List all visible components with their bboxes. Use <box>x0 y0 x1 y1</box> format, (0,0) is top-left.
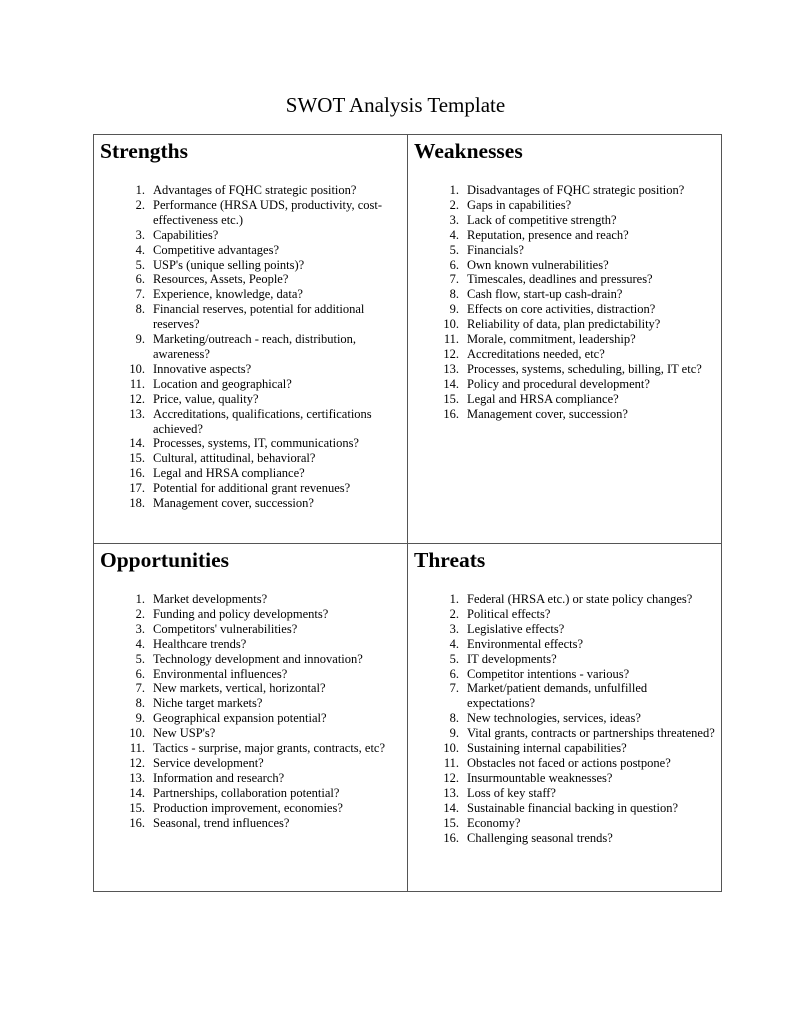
item-number: 14. <box>129 436 145 451</box>
list-item <box>100 287 401 302</box>
list-item <box>414 287 716 302</box>
item-number: 6. <box>135 666 145 681</box>
item-text: Funding and policy developments? <box>153 606 329 621</box>
item-number: 16. <box>443 830 459 845</box>
threats-heading: Threats <box>414 548 486 572</box>
item-number: 17. <box>129 481 145 496</box>
item-number: 15. <box>443 815 459 830</box>
item-text: Capabilities? <box>153 227 219 242</box>
item-text: Geographical expansion potential? <box>153 711 327 726</box>
item-text: Legal and HRSA compliance? <box>153 466 305 481</box>
list-item <box>100 183 401 198</box>
item-text: Cultural, attitudinal, behavioral? <box>153 451 316 466</box>
list-item <box>414 198 716 213</box>
item-text: Effects on core activities, distraction? <box>467 302 656 317</box>
item-number: 9. <box>135 332 145 347</box>
list-item <box>414 332 716 347</box>
item-number: 2. <box>449 197 459 212</box>
list-item <box>100 786 401 801</box>
item-text: Accreditations needed, etc? <box>467 346 605 361</box>
item-number: 14. <box>443 376 459 391</box>
item-number: 8. <box>135 302 145 317</box>
item-number: 2. <box>449 606 459 621</box>
item-text: New USP's? <box>153 726 216 741</box>
item-text: Challenging seasonal trends? <box>467 830 613 845</box>
list-item <box>100 258 401 273</box>
list-item <box>100 481 401 496</box>
list-item <box>414 302 716 317</box>
opportunities-quadrant <box>94 544 408 892</box>
list-item <box>100 466 401 481</box>
list-item <box>414 183 716 198</box>
item-number: 13. <box>443 361 459 376</box>
item-text: Environmental effects? <box>467 636 584 651</box>
item-number: 13. <box>129 406 145 421</box>
list-item <box>100 407 401 437</box>
item-number: 6. <box>135 272 145 287</box>
item-text: USP's (unique selling points)? <box>153 257 305 272</box>
item-text: Financial reserves, potential for additional reserves? <box>153 302 365 332</box>
swot-grid <box>93 134 722 892</box>
weaknesses-heading: Weaknesses <box>414 139 523 163</box>
item-text: Sustaining internal capabilities? <box>467 741 627 756</box>
opportunities-list <box>100 592 401 831</box>
item-number: 18. <box>129 496 145 511</box>
list-item <box>100 496 401 511</box>
list-item <box>100 332 401 362</box>
item-text: Location and geographical? <box>153 376 292 391</box>
item-text: Gaps in capabilities? <box>467 197 572 212</box>
item-number: 7. <box>135 287 145 302</box>
item-text: Competitive advantages? <box>153 242 280 257</box>
item-number: 10. <box>443 317 459 332</box>
item-text: Lack of competitive strength? <box>467 212 617 227</box>
strengths-quadrant <box>94 135 408 544</box>
item-number: 2. <box>135 606 145 621</box>
item-number: 13. <box>443 785 459 800</box>
list-item <box>100 726 401 741</box>
weaknesses-list <box>414 183 716 422</box>
item-number: 11. <box>443 332 459 347</box>
list-item <box>100 816 401 831</box>
item-number: 12. <box>129 391 145 406</box>
list-item <box>414 756 716 771</box>
page-title: SWOT Analysis Template <box>285 93 506 117</box>
item-number: 16. <box>129 815 145 830</box>
list-item <box>414 213 716 228</box>
list-item <box>100 436 401 451</box>
list-item <box>414 592 716 607</box>
item-text: Obstacles not faced or actions postpone? <box>467 755 671 770</box>
item-number: 7. <box>449 272 459 287</box>
item-text: Insurmountable weaknesses? <box>467 770 613 785</box>
item-number: 10. <box>129 726 145 741</box>
item-text: Tactics - surprise, major grants, contracts, etc? <box>153 741 386 756</box>
item-text: Processes, systems, scheduling, billing, IT etc? <box>467 361 702 376</box>
item-text: Service development? <box>153 755 264 770</box>
list-item <box>414 392 716 407</box>
item-text: Political effects? <box>467 606 551 621</box>
list-item <box>414 377 716 392</box>
item-number: 12. <box>129 755 145 770</box>
item-text: Innovative aspects? <box>153 361 252 376</box>
item-text: Resources, Assets, People? <box>153 272 289 287</box>
list-item <box>414 801 716 816</box>
list-item <box>100 652 401 667</box>
item-text: Price, value, quality? <box>153 391 259 406</box>
item-text: Timescales, deadlines and pressures? <box>467 272 653 287</box>
list-item <box>100 243 401 258</box>
list-item <box>100 756 401 771</box>
item-number: 5. <box>135 257 145 272</box>
list-item <box>100 711 401 726</box>
item-number: 15. <box>129 800 145 815</box>
list-item <box>414 622 716 637</box>
item-number: 4. <box>449 227 459 242</box>
item-text: Potential for additional grant revenues? <box>153 481 351 496</box>
item-text: Vital grants, contracts or partnerships threatened? <box>467 726 715 741</box>
item-text: Marketing/outreach - reach, distribution, awareness? <box>153 332 357 361</box>
list-item <box>100 451 401 466</box>
item-number: 1. <box>135 592 145 606</box>
list-item <box>414 347 716 362</box>
item-number: 12. <box>443 770 459 785</box>
list-item <box>414 831 716 846</box>
list-item <box>414 243 716 258</box>
item-number: 9. <box>449 726 459 741</box>
list-item <box>100 302 401 332</box>
item-number: 1. <box>135 183 145 197</box>
item-text: Cash flow, start-up cash-drain? <box>467 287 623 302</box>
list-item <box>414 607 716 622</box>
item-text: Economy? <box>467 815 521 830</box>
item-text: Management cover, succession? <box>153 496 314 511</box>
item-number: 4. <box>135 242 145 257</box>
list-item <box>100 622 401 637</box>
item-number: 9. <box>135 711 145 726</box>
item-text: Niche target markets? <box>153 696 263 711</box>
item-number: 4. <box>135 636 145 651</box>
item-number: 16. <box>443 406 459 421</box>
item-text: Information and research? <box>153 770 285 785</box>
item-text: Policy and procedural development? <box>467 376 650 391</box>
list-item <box>414 258 716 273</box>
list-item <box>414 667 716 682</box>
list-item <box>414 786 716 801</box>
item-number: 3. <box>135 227 145 242</box>
item-text: Healthcare trends? <box>153 636 247 651</box>
item-text: Disadvantages of FQHC strategic position? <box>467 183 685 197</box>
item-text: Sustainable financial backing in question? <box>467 800 679 815</box>
list-item <box>414 228 716 243</box>
item-number: 6. <box>449 666 459 681</box>
item-number: 1. <box>449 592 459 606</box>
item-text: Morale, commitment, leadership? <box>467 332 636 347</box>
item-number: 5. <box>135 651 145 666</box>
list-item <box>100 696 401 711</box>
item-text: Competitor intentions - various? <box>467 666 630 681</box>
item-text: Performance (HRSA UDS, productivity, cost-effectiveness etc.) <box>153 197 383 227</box>
list-item <box>100 637 401 652</box>
item-text: Accreditations, qualifications, certifications achieved? <box>153 406 372 436</box>
list-item <box>100 681 401 696</box>
item-number: 7. <box>449 681 459 696</box>
list-item <box>100 771 401 786</box>
list-item <box>414 771 716 786</box>
item-number: 1. <box>449 183 459 197</box>
item-text: Legislative effects? <box>467 621 565 636</box>
item-text: Partnerships, collaboration potential? <box>153 785 340 800</box>
list-item <box>100 741 401 756</box>
item-text: Own known vulnerabilities? <box>467 257 609 272</box>
list-item <box>100 607 401 622</box>
item-text: Market/patient demands, unfulfilled expectations? <box>467 681 648 711</box>
item-number: 6. <box>449 257 459 272</box>
item-number: 13. <box>129 770 145 785</box>
item-text: Federal (HRSA etc.) or state policy changes? <box>467 592 693 606</box>
list-item <box>100 592 401 607</box>
item-text: IT developments? <box>467 651 557 666</box>
opportunities-heading: Opportunities <box>100 548 230 572</box>
item-number: 5. <box>449 242 459 257</box>
list-item <box>414 652 716 667</box>
list-item <box>414 407 716 422</box>
list-item <box>100 801 401 816</box>
item-text: Technology development and innovation? <box>153 651 363 666</box>
list-item <box>414 741 716 756</box>
item-number: 8. <box>449 287 459 302</box>
item-text: Competitors' vulnerabilities? <box>153 621 298 636</box>
item-text: New markets, vertical, horizontal? <box>153 681 326 696</box>
list-item <box>100 392 401 407</box>
list-item <box>100 272 401 287</box>
item-number: 10. <box>443 741 459 756</box>
weaknesses-quadrant <box>408 135 722 544</box>
item-number: 15. <box>443 391 459 406</box>
list-item <box>100 377 401 392</box>
list-item <box>100 228 401 243</box>
item-text: Environmental influences? <box>153 666 288 681</box>
list-item <box>100 198 401 228</box>
threats-quadrant <box>408 544 722 892</box>
list-item <box>414 637 716 652</box>
item-number: 12. <box>443 346 459 361</box>
list-item <box>414 317 716 332</box>
item-text: Market developments? <box>153 592 268 606</box>
item-number: 15. <box>129 451 145 466</box>
threats-list <box>414 592 716 845</box>
item-text: Legal and HRSA compliance? <box>467 391 619 406</box>
list-item <box>414 681 716 711</box>
item-text: Advantages of FQHC strategic position? <box>153 183 357 197</box>
item-number: 3. <box>135 621 145 636</box>
item-number: 8. <box>135 696 145 711</box>
item-number: 14. <box>129 785 145 800</box>
item-number: 14. <box>443 800 459 815</box>
list-item <box>414 816 716 831</box>
item-number: 3. <box>449 212 459 227</box>
list-item <box>414 362 716 377</box>
item-number: 5. <box>449 651 459 666</box>
list-item <box>100 667 401 682</box>
item-number: 11. <box>443 755 459 770</box>
item-number: 4. <box>449 636 459 651</box>
item-text: Reputation, presence and reach? <box>467 227 629 242</box>
list-item <box>414 726 716 741</box>
item-text: Management cover, succession? <box>467 406 628 421</box>
item-text: Production improvement, economies? <box>153 800 343 815</box>
item-text: Experience, knowledge, data? <box>153 287 303 302</box>
item-number: 8. <box>449 711 459 726</box>
list-item <box>100 362 401 377</box>
item-text: Processes, systems, IT, communications? <box>153 436 359 451</box>
item-text: New technologies, services, ideas? <box>467 711 641 726</box>
item-number: 16. <box>129 466 145 481</box>
item-text: Reliability of data, plan predictability? <box>467 317 661 332</box>
strengths-heading: Strengths <box>100 139 189 163</box>
strengths-list <box>100 183 401 511</box>
item-number: 2. <box>135 197 145 212</box>
item-number: 9. <box>449 302 459 317</box>
item-number: 10. <box>129 361 145 376</box>
item-text: Financials? <box>467 242 524 257</box>
item-text: Loss of key staff? <box>467 785 556 800</box>
list-item <box>414 272 716 287</box>
item-number: 3. <box>449 621 459 636</box>
list-item <box>414 711 716 726</box>
item-number: 11. <box>129 376 145 391</box>
item-number: 7. <box>135 681 145 696</box>
item-text: Seasonal, trend influences? <box>153 815 290 830</box>
item-number: 11. <box>129 741 145 756</box>
